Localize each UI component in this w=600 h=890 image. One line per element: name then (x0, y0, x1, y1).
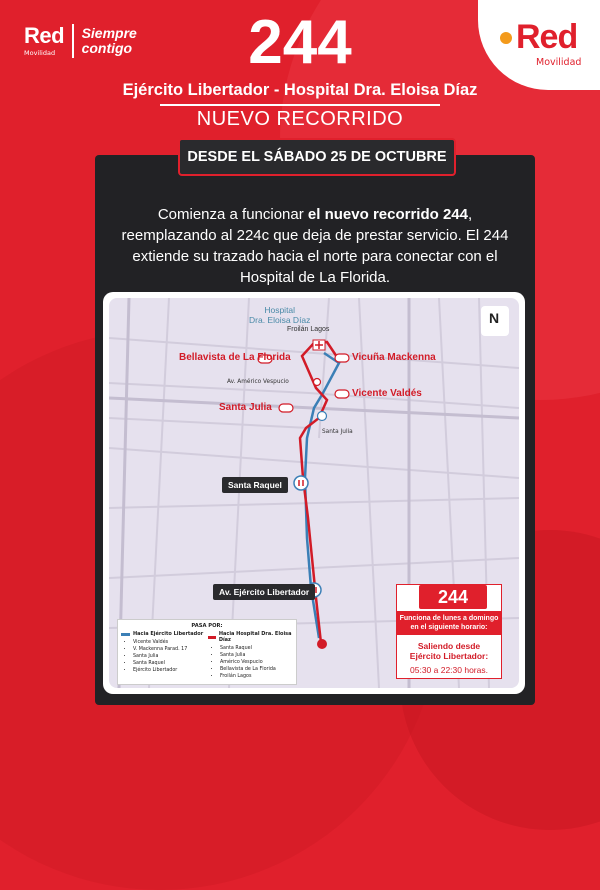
route-number: 244 (248, 8, 352, 77)
route-subtitle: NUEVO RECORRIDO (196, 108, 404, 130)
brand-sub: Movilidad (536, 57, 582, 68)
legend-item: • Américo Vespucio (220, 659, 294, 666)
legend-item: • Santa Julia (220, 652, 294, 659)
legend-list (121, 639, 207, 674)
route-legend (117, 619, 297, 685)
station-vicuna-mackenna: Vicuña Mackenna (352, 352, 436, 363)
north-letter: N (489, 310, 500, 326)
schedule-origin-line: Ejército Libertador: (409, 651, 489, 661)
legend-item: • Santa Julia (133, 653, 207, 660)
hospital-label (249, 305, 310, 325)
stop-marker-santa-julia (318, 412, 327, 421)
hospital-label-line: Dra. Eloisa Díaz (249, 315, 311, 325)
brand-name: Red (24, 23, 65, 48)
legend-item: • Bellavista de La Florida (220, 666, 294, 673)
legend-item: • Vicente Valdés (133, 639, 207, 646)
brand-name: Red (516, 18, 578, 56)
legend-item: • Froilán Lagos (220, 673, 294, 680)
schedule-origin (396, 641, 502, 661)
legend-item: • V. Mackenna Parad. 17 (133, 646, 207, 653)
legend-swatch (121, 633, 130, 636)
hospital-label-line: Hospital (264, 305, 296, 315)
station-vicente-valdes: Vicente Valdés (352, 388, 422, 399)
legend-title: PASA POR: (191, 623, 223, 629)
street-label: Froilán Lagos (287, 326, 330, 333)
legend-column-header (208, 631, 294, 643)
intro-text-part: , reemplazando al 224c que deja de prestar servicio. El 244 extiende su trazado hacia el norte para conectar con el Hospital de La Florida. (121, 206, 509, 286)
slogan-line: contigo (81, 40, 133, 56)
legend-column-header (121, 631, 207, 637)
intro-text-part: Comienza a funcionar (157, 206, 308, 223)
legend-list (208, 645, 294, 680)
slogan-line: Siempre (81, 25, 137, 41)
stop-marker-americo (314, 379, 321, 386)
stop-label-ejercito-libertador: Av. Ejército Libertador (213, 584, 315, 600)
legend-column-blue (121, 631, 207, 674)
intro-text-bold: el nuevo recorrido 244 (307, 206, 468, 223)
stop-marker-santa-raquel (294, 476, 308, 490)
date-banner: DESDE EL SÁBADO 25 DE OCTUBRE (178, 138, 456, 176)
intro-text (110, 204, 520, 288)
route-name: Ejército Libertador - Hospital Dra. Eloisa Díaz (122, 81, 478, 99)
legend-column-title: Hacia Ejército Libertador (133, 631, 204, 637)
schedule-origin-line: Saliendo desde (417, 641, 481, 651)
schedule-route-number: 244 (419, 585, 487, 609)
station-santa-julia: Santa Julia (219, 402, 272, 413)
brand-sub: Movilidad (24, 49, 56, 57)
legend-item: • Santa Raquel (220, 645, 294, 652)
schedule-header: Funciona de lunes a domingo en el siguiente horario: (396, 611, 502, 635)
legend-column-title: Hacia Hospital Dra. Eloisa Díaz (218, 631, 292, 643)
title-divider (160, 104, 440, 106)
stop-label-santa-raquel: Santa Raquel (222, 477, 288, 493)
legend-swatch (208, 636, 216, 639)
legend-item: • Santa Raquel (133, 660, 207, 667)
schedule-hours: 05:30 a 22:30 horas. (410, 665, 488, 675)
legend-column-red (208, 631, 294, 680)
route-endpoint (317, 639, 327, 649)
street-label: Av. Américo Vespucio (227, 379, 289, 385)
legend-item: • Ejército Libertador (133, 667, 207, 674)
street-label: Santa Julia (322, 429, 353, 435)
station-bellavista: Bellavista de La Florida (179, 352, 291, 363)
